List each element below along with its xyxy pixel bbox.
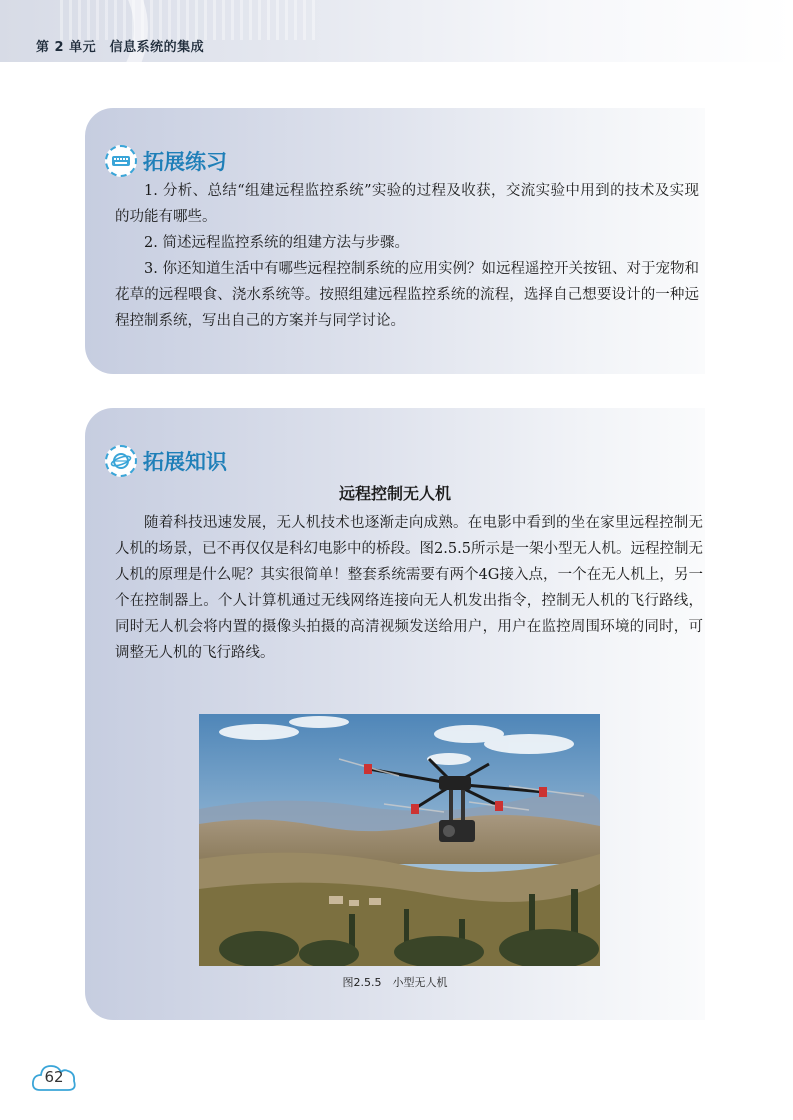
practice-heading — [105, 145, 227, 177]
practice-item-1: 1. 分析、总结“组建远程监控系统”实验的过程及收获，交流实验中用到的技术及实现的功能有哪些。 — [115, 183, 699, 225]
knowledge-card — [85, 408, 705, 1020]
keyboard-icon — [105, 145, 137, 177]
drone-photo — [199, 714, 600, 966]
practice-card — [85, 108, 705, 374]
globe-icon — [105, 445, 137, 477]
knowledge-heading — [105, 445, 227, 477]
knowledge-title: 拓展知识 — [143, 450, 227, 474]
figure-caption: 图2.5.5 小型无人机 — [342, 976, 448, 989]
practice-item-2: 2. 简述远程监控系统的组建方法与步骤。 — [144, 235, 409, 251]
page-number-badge — [30, 1058, 78, 1094]
article-body: 随着科技迅速发展，无人机技术也逐渐走向成熟。在电影中看到的坐在家里远程控制无人机的场景，已不再仅仅是科幻电影中的桥段。图2.5.5所示是一架小型无人机。远程控制无人机的原理是什么呢？其实很简单！整套系统需要有两个4G接入点，一个在无人机上，另一个在控制器上。个人计算机通过无线网络连接向无人机发出指令，控制无人机的飞行路线，同时无人机会将内置的摄像头拍摄的高清视频发送给用户，用户在监控周围环境的同时，可调整无人机的飞行路线。 — [115, 515, 703, 661]
practice-item-3: 3. 你还知道生活中有哪些远程控制系统的应用实例？如远程遥控开关按钮、对于宠物和花草的远程喂食、浇水系统等。按照组建远程监控系统的流程，选择自己想要设计的一种远程控制系统，写出自己的方案并与同学讨论。 — [115, 261, 699, 329]
page-number: 62 — [44, 1068, 64, 1086]
header-band — [0, 0, 793, 62]
header-pattern — [60, 0, 320, 40]
unit-title: 第 2 单元 信息系统的集成 — [36, 40, 205, 55]
article-title: 远程控制无人机 — [338, 484, 451, 503]
practice-title: 拓展练习 — [143, 150, 227, 174]
